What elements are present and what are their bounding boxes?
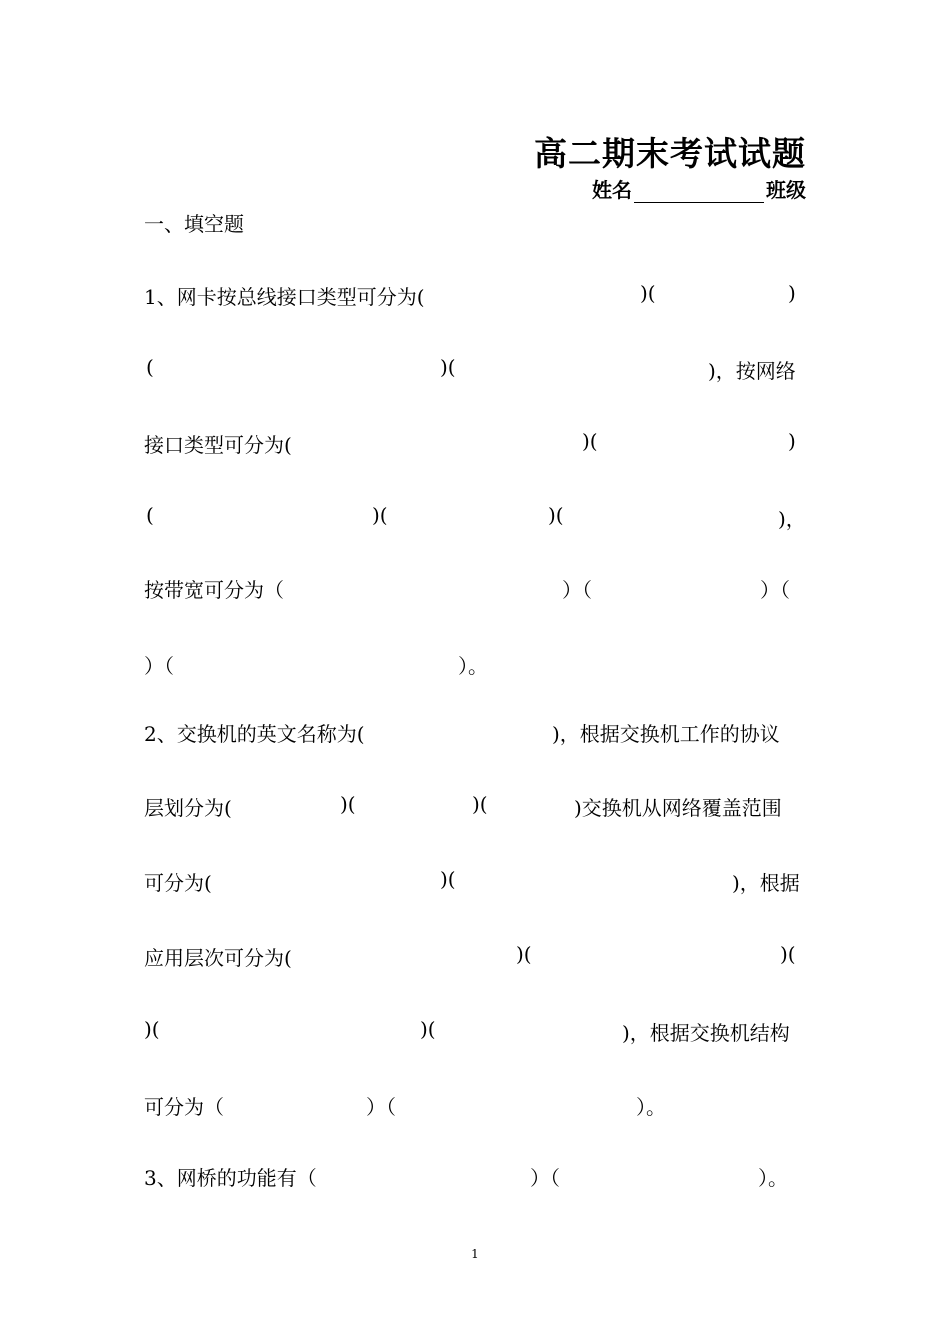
- question-line-7: [144, 718, 806, 746]
- text-segment: ）。: [458, 654, 488, 678]
- section-heading-text: 一、填空题: [144, 212, 244, 236]
- text-segment: )(: [472, 792, 488, 816]
- question-line-11: [144, 1017, 806, 1045]
- text-segment: )(: [420, 1017, 436, 1041]
- text-segment: (: [146, 355, 154, 379]
- question-line-1: [144, 281, 806, 309]
- question-line-5: [144, 574, 806, 602]
- text-segment: )，按网络: [708, 359, 796, 383]
- text-segment: )(: [582, 429, 598, 453]
- question-line-2: [144, 355, 806, 383]
- text-segment: 3、网桥的功能有（: [144, 1166, 317, 1190]
- question-line-8: [144, 792, 806, 820]
- text-segment: ）（: [562, 578, 592, 602]
- text-segment: )(: [640, 281, 656, 305]
- text-segment: ）（: [144, 654, 174, 678]
- question-line-3: [144, 429, 806, 457]
- text-segment: ): [788, 281, 796, 305]
- question-line-6: [144, 650, 806, 678]
- section-heading: [144, 208, 806, 236]
- question-line-9: [144, 867, 806, 895]
- question-line-13: [144, 1162, 806, 1190]
- text-segment: )(: [440, 867, 456, 891]
- text-segment: ）（: [760, 578, 790, 602]
- text-segment: ）（: [530, 1166, 560, 1190]
- page-number: 1: [471, 1247, 479, 1261]
- text-segment: 1、网卡按总线接口类型可分为(: [144, 285, 425, 309]
- text-segment: )交换机从网络覆盖范围: [574, 796, 782, 820]
- class-label: 班级: [766, 178, 806, 202]
- text-segment: )(: [372, 503, 388, 527]
- text-segment: ）。: [636, 1095, 666, 1119]
- exam-title: 高二期末考试试题: [534, 134, 806, 173]
- text-segment: )(: [780, 942, 796, 966]
- name-label: 姓名: [592, 178, 632, 202]
- text-segment: (: [146, 503, 154, 527]
- name-blank[interactable]: [634, 182, 764, 203]
- text-segment: )(: [516, 942, 532, 966]
- text-segment: 层划分为(: [144, 796, 232, 820]
- text-segment: )(: [548, 503, 564, 527]
- text-segment: 应用层次可分为(: [144, 946, 292, 970]
- text-segment: ): [788, 429, 796, 453]
- text-segment: )，根据: [732, 871, 800, 895]
- text-segment: 按带宽可分为（: [144, 578, 284, 602]
- text-segment: )(: [440, 355, 456, 379]
- question-line-4: [144, 503, 806, 531]
- text-segment: 可分为（: [144, 1095, 224, 1119]
- text-segment: )(: [340, 792, 356, 816]
- text-segment: )，: [778, 507, 806, 531]
- text-segment: 接口类型可分为(: [144, 433, 292, 457]
- text-segment: )，根据交换机工作的协议: [552, 722, 780, 746]
- text-segment: ）（: [366, 1095, 396, 1119]
- text-segment: 2、交换机的英文名称为(: [144, 722, 365, 746]
- text-segment: )(: [144, 1017, 160, 1041]
- student-info-line: [592, 174, 806, 203]
- text-segment: 可分为(: [144, 871, 212, 895]
- text-segment: )，根据交换机结构: [622, 1021, 790, 1045]
- question-line-12: [144, 1091, 806, 1119]
- question-line-10: [144, 942, 806, 970]
- text-segment: ）。: [758, 1166, 788, 1190]
